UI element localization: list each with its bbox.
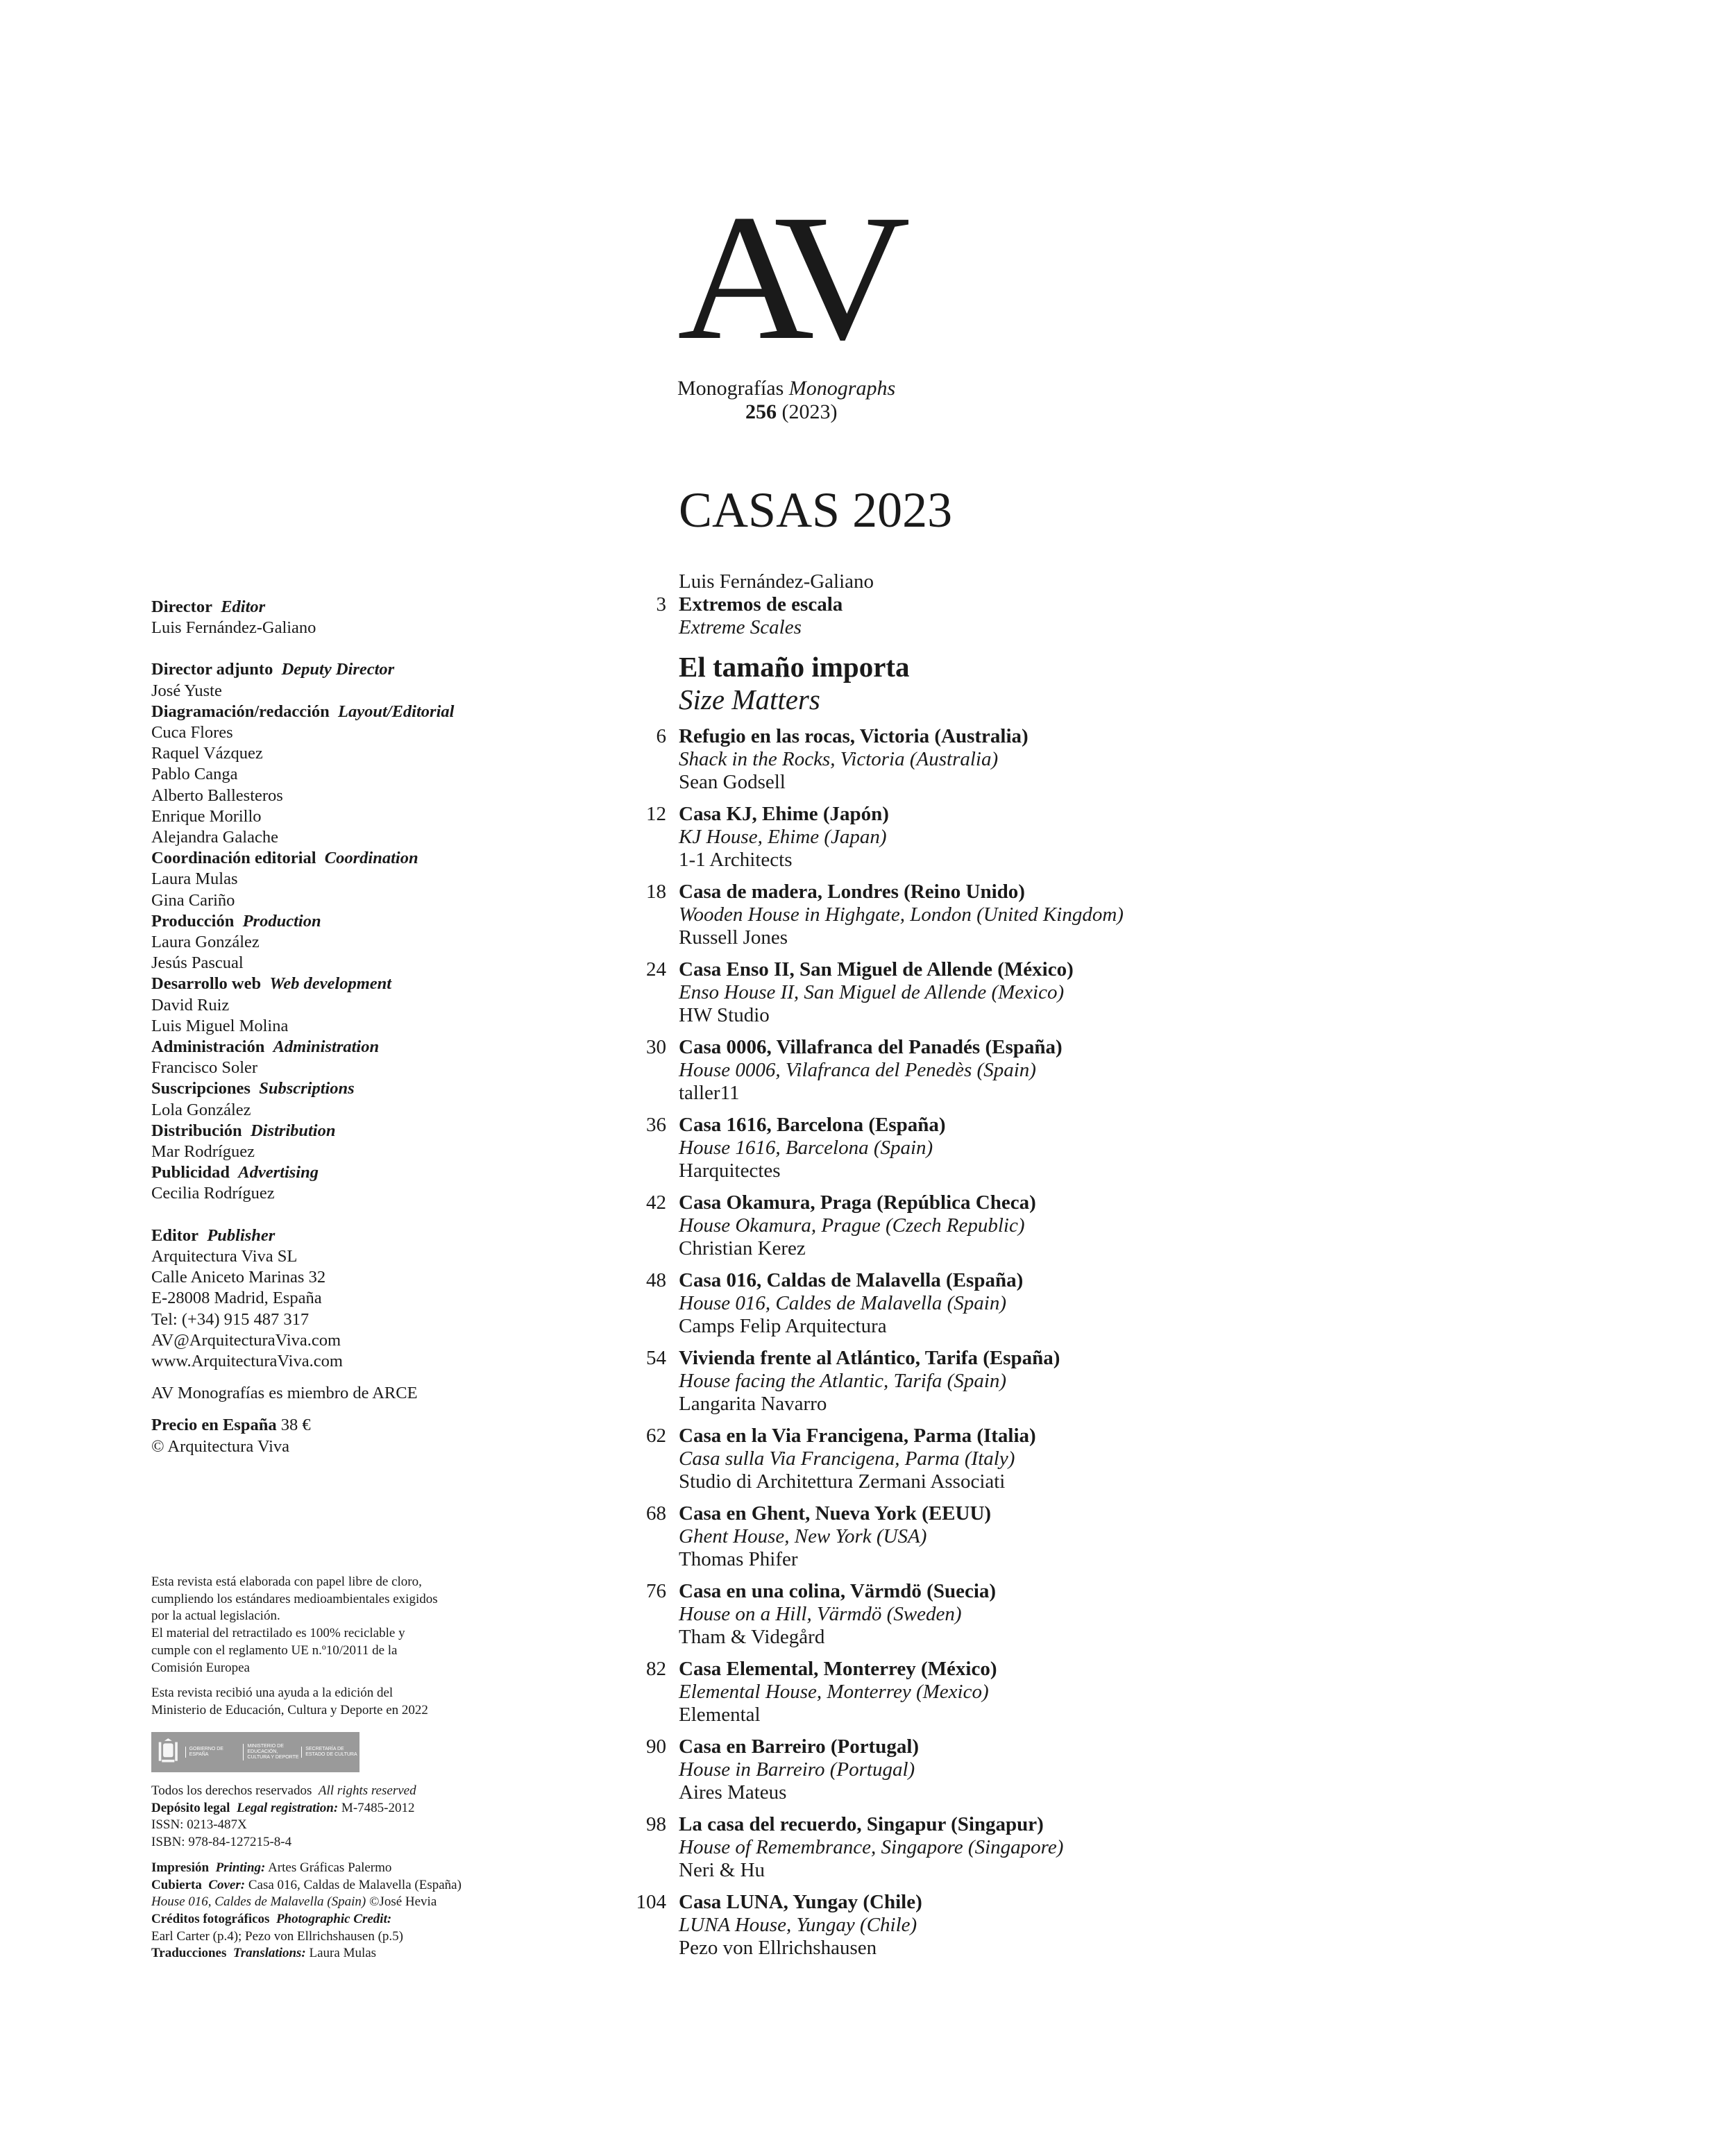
entry-title-es: Casa de madera, Londres (Reino Unido): [679, 881, 1025, 903]
publisher-line: E-28008 Madrid, España: [151, 1289, 322, 1308]
credit-role: Desarrollo web Web development: [151, 974, 392, 994]
credit-name: Cecilia Rodríguez: [151, 1184, 275, 1203]
page-number: 3: [656, 593, 666, 616]
photo-credits-value: Earl Carter (p.4); Pezo von Ellrichshausen (p.5): [151, 1928, 403, 1944]
entry-title-en: Extreme Scales: [679, 616, 802, 638]
issue-number: 256 (2023): [745, 400, 838, 423]
entry-architect: Neri & Hu: [679, 1859, 765, 1881]
grant-notice: [151, 1685, 540, 1719]
entry-title-es: Casa Enso II, San Miguel de Allende (México): [679, 958, 1074, 981]
cover-line: Cubierta Cover: Casa 016, Caldas de Malavella (España): [151, 1877, 462, 1892]
credit-role: Diagramación/redacción Layout/Editorial: [151, 702, 455, 721]
entry-title-es: Casa KJ, Ehime (Japón): [679, 803, 889, 825]
publisher-line: www.ArquitecturaViva.com: [151, 1351, 343, 1370]
credit-name: Jesús Pascual: [151, 953, 244, 973]
credit-role: Suscripciones Subscriptions: [151, 1079, 355, 1098]
toc-entry[interactable]: [597, 1425, 1430, 1493]
entry-architect: Pezo von Ellrichshausen: [679, 1937, 877, 1959]
fine-print-line: por la actual legislación.: [151, 1608, 280, 1624]
toc-entry[interactable]: [597, 1502, 1430, 1571]
entry-architect: Langarita Navarro: [679, 1393, 827, 1415]
entry-architect: Aires Mateus: [679, 1781, 787, 1803]
colophon: [151, 597, 540, 1457]
toc-entry[interactable]: [597, 1036, 1430, 1105]
isbn-line: ISBN: 978-84-127215-8-4: [151, 1835, 292, 1850]
gov-logo-text-1: GOBIERNO DE ESPAÑA: [185, 1747, 244, 1758]
entry-title-en: Enso House II, San Miguel de Allende (Mexico): [679, 981, 1065, 1003]
toc-entry[interactable]: [597, 1269, 1430, 1338]
coat-of-arms-icon: [157, 1737, 180, 1767]
credit-name: Luis Miguel Molina: [151, 1016, 289, 1035]
entry-architect: Camps Felip Arquitectura: [679, 1315, 887, 1337]
credit-role: Director adjunto Deputy Director: [151, 660, 395, 679]
page-number: 36: [646, 1114, 666, 1136]
entry-title-en: House of Remembrance, Singapore (Singapore): [679, 1836, 1064, 1858]
toc-entry[interactable]: [597, 725, 1430, 794]
series-name: Monografías Monographs: [677, 377, 896, 400]
entry-title-es: Refugio en las rocas, Victoria (Australia): [679, 725, 1029, 747]
entry-architect: Harquitectes: [679, 1160, 781, 1182]
section-heading: [597, 650, 1430, 715]
intro-entry[interactable]: [597, 593, 1430, 639]
magazine-logo: [677, 178, 969, 424]
copyright: © Arquitectura Viva: [151, 1436, 290, 1456]
toc-entry[interactable]: [597, 1735, 1430, 1804]
entry-architect: HW Studio: [679, 1004, 770, 1026]
toc-entry[interactable]: [597, 1891, 1430, 1960]
toc-entry[interactable]: [597, 1191, 1430, 1260]
entry-architect: Elemental: [679, 1704, 761, 1726]
page-number: 30: [646, 1036, 666, 1058]
entry-architect: Tham & Videgård: [679, 1626, 825, 1648]
toc-entry[interactable]: [597, 958, 1430, 1027]
page-number: 76: [646, 1580, 666, 1602]
entry-title-es: Vivienda frente al Atlántico, Tarifa (España): [679, 1347, 1060, 1369]
entry-title-es: Casa 016, Caldas de Malavella (España): [679, 1269, 1024, 1291]
credit-name: José Yuste: [151, 681, 222, 700]
fine-print-line: Comisión Europea: [151, 1660, 250, 1675]
entry-title-en: Ghent House, New York (USA): [679, 1525, 927, 1547]
entry-title-es: Casa en Barreiro (Portugal): [679, 1735, 920, 1758]
page-number: 48: [646, 1269, 666, 1291]
credit-name: Laura Mulas: [151, 869, 238, 889]
credit-role: Coordinación editorial Coordination: [151, 849, 418, 868]
entry-title-en: House facing the Atlantic, Tarifa (Spain): [679, 1370, 1007, 1392]
arce-membership: AV Monografías es miembro de ARCE: [151, 1384, 418, 1403]
legal-info: [151, 1783, 540, 1962]
entry-title-es: Casa Elemental, Monterrey (México): [679, 1658, 997, 1680]
intro-author: Luis Fernández-Galiano: [679, 570, 874, 593]
entry-title-en: House in Barreiro (Portugal): [679, 1758, 915, 1781]
credit-name: David Ruiz: [151, 995, 230, 1015]
credit-name: Alejandra Galache: [151, 828, 278, 847]
fine-print-line: cumpliendo los estándares medioambientales exigidos: [151, 1591, 438, 1606]
entry-title-en: KJ House, Ehime (Japan): [679, 826, 887, 848]
entry-title-en: House on a Hill, Värmdö (Sweden): [679, 1603, 962, 1625]
page-number: 62: [646, 1425, 666, 1447]
publisher-role: Editor Publisher: [151, 1225, 276, 1245]
entry-title-es: La casa del recuerdo, Singapur (Singapur): [679, 1813, 1044, 1835]
entry-title-es: Casa LUNA, Yungay (Chile): [679, 1891, 922, 1913]
entry-architect: taller11: [679, 1082, 740, 1104]
entry-title-es: Extremos de escala: [679, 593, 843, 616]
credit-name: Luis Fernández-Galiano: [151, 618, 316, 638]
publisher-address: [151, 1246, 540, 1372]
credit-role: Publicidad Advertising: [151, 1163, 319, 1182]
entry-architect: Russell Jones: [679, 926, 788, 949]
av-logo-mark: AV: [677, 178, 895, 377]
publisher-line: AV@ArquitecturaViva.com: [151, 1330, 341, 1350]
entry-title-es: Casa 1616, Barcelona (España): [679, 1114, 946, 1136]
page-number: 82: [646, 1658, 666, 1680]
fine-print-line: Esta revista recibió una ayuda a la edición del: [151, 1686, 393, 1701]
credit-name: Cuca Flores: [151, 723, 233, 742]
page-number: 68: [646, 1502, 666, 1525]
entry-title-en: House 016, Caldes de Malavella (Spain): [679, 1292, 1006, 1314]
publisher-line: Tel: (+34) 915 487 317: [151, 1309, 310, 1329]
credit-name: Alberto Ballesteros: [151, 786, 283, 805]
entry-architect: Studio di Architettura Zermani Associati: [679, 1470, 1006, 1493]
credit-name: Raquel Vázquez: [151, 744, 263, 763]
photo-credits-line: Créditos fotográficos Photographic Credit:: [151, 1911, 392, 1926]
page-number: 90: [646, 1735, 666, 1758]
government-logo: [151, 1732, 359, 1772]
translations-line: Traducciones Translations: Laura Mulas: [151, 1946, 377, 1961]
credit-name: Gina Cariño: [151, 890, 235, 910]
page-number: 42: [646, 1191, 666, 1214]
entry-title-es: Casa Okamura, Praga (República Checa): [679, 1191, 1036, 1214]
fine-print-line: cumple con el reglamento UE n.º10/2011 de la: [151, 1643, 398, 1658]
staff-list: [151, 659, 540, 1204]
entry-architect: Sean Godsell: [679, 771, 786, 793]
page-number: 24: [646, 958, 666, 981]
entry-title-es: Casa en Ghent, Nueva York (EEUU): [679, 1502, 992, 1525]
entry-title-es: Casa 0006, Villafranca del Panadés (España): [679, 1036, 1063, 1058]
entry-architect: 1-1 Architects: [679, 849, 793, 871]
section-title-es: El tamaño importa: [679, 651, 910, 683]
page-number: 54: [646, 1347, 666, 1369]
section-title-en: Size Matters: [679, 684, 820, 715]
page-title: CASAS 2023: [679, 482, 953, 538]
publisher-line: Arquitectura Viva SL: [151, 1246, 298, 1266]
entry-title-en: Elemental House, Monterrey (Mexico): [679, 1681, 989, 1703]
entry-title-en: Wooden House in Highgate, London (United Kingdom): [679, 903, 1124, 926]
credit-role: Distribución Distribution: [151, 1121, 336, 1140]
credit-name: Francisco Soler: [151, 1058, 258, 1078]
price: Precio en España 38 €: [151, 1416, 311, 1435]
entry-title-en: LUNA House, Yungay (Chile): [679, 1914, 917, 1936]
deposit-line: Depósito legal Legal registration: M-7485-2012: [151, 1800, 415, 1815]
entry-title-es: Casa en una colina, Värmdö (Suecia): [679, 1580, 997, 1602]
entry-title-en: House 0006, Vilafranca del Penedès (Spain): [679, 1059, 1036, 1081]
credit-name: Lola González: [151, 1100, 251, 1119]
toc-entry[interactable]: [597, 881, 1430, 949]
fine-print-line: El material del retractilado es 100% reciclable y: [151, 1626, 405, 1641]
credit-role: Director Editor: [151, 597, 266, 616]
credit-role: Administración Administration: [151, 1037, 380, 1057]
toc-entries: [597, 725, 1430, 1960]
cover-credit-line: House 016, Caldes de Malavella (Spain) ©José Hevia: [151, 1894, 437, 1910]
entry-title-en: Casa sulla Via Francigena, Parma (Italy): [679, 1448, 1015, 1470]
toc-entry[interactable]: [597, 1580, 1430, 1649]
toc-entry[interactable]: [597, 803, 1430, 872]
entry-title-en: Shack in the Rocks, Victoria (Australia): [679, 748, 999, 770]
publisher-line: Calle Aniceto Marinas 32: [151, 1268, 326, 1287]
fine-print: [151, 1574, 540, 1720]
entry-title-es: Casa en la Via Francigena, Parma (Italia): [679, 1425, 1036, 1447]
toc-entry[interactable]: [597, 1347, 1430, 1416]
page-number: 18: [646, 881, 666, 903]
entry-title-en: House 1616, Barcelona (Spain): [679, 1137, 933, 1159]
page-number: 98: [646, 1813, 666, 1835]
fine-print-line: Esta revista está elaborada con papel libre de cloro,: [151, 1574, 422, 1589]
credit-name: Pablo Canga: [151, 765, 238, 784]
rights-line: Todos los derechos reservados All rights reserved: [151, 1783, 416, 1798]
credit-name: Laura González: [151, 933, 260, 952]
page-number: 104: [636, 1891, 666, 1913]
fine-print-line: Ministerio de Educación, Cultura y Deporte en 2022: [151, 1702, 428, 1717]
paper-notice: [151, 1574, 540, 1677]
gov-logo-text-3: SECRETARÍA DE ESTADO DE CULTURA: [301, 1747, 359, 1758]
issn-line: ISSN: 0213-487X: [151, 1817, 247, 1833]
printing-line: Impresión Printing: Artes Gráficas Palermo: [151, 1860, 392, 1875]
toc-entry[interactable]: [597, 1813, 1430, 1882]
table-of-contents: [597, 570, 1430, 1969]
credit-name: Mar Rodríguez: [151, 1142, 255, 1162]
credit-name: Enrique Morillo: [151, 806, 262, 826]
gov-logo-text-2: MINISTERIO DE EDUCACIÓN, CULTURA Y DEPORTE: [243, 1744, 301, 1760]
entry-title-en: House Okamura, Prague (Czech Republic): [679, 1214, 1025, 1237]
credit-role: Producción Production: [151, 911, 321, 931]
toc-entry[interactable]: [597, 1114, 1430, 1182]
page-number: 6: [656, 725, 666, 747]
toc-entry[interactable]: [597, 1658, 1430, 1726]
page-number: 12: [646, 803, 666, 825]
entry-architect: Christian Kerez: [679, 1237, 806, 1259]
entry-architect: Thomas Phifer: [679, 1548, 798, 1570]
